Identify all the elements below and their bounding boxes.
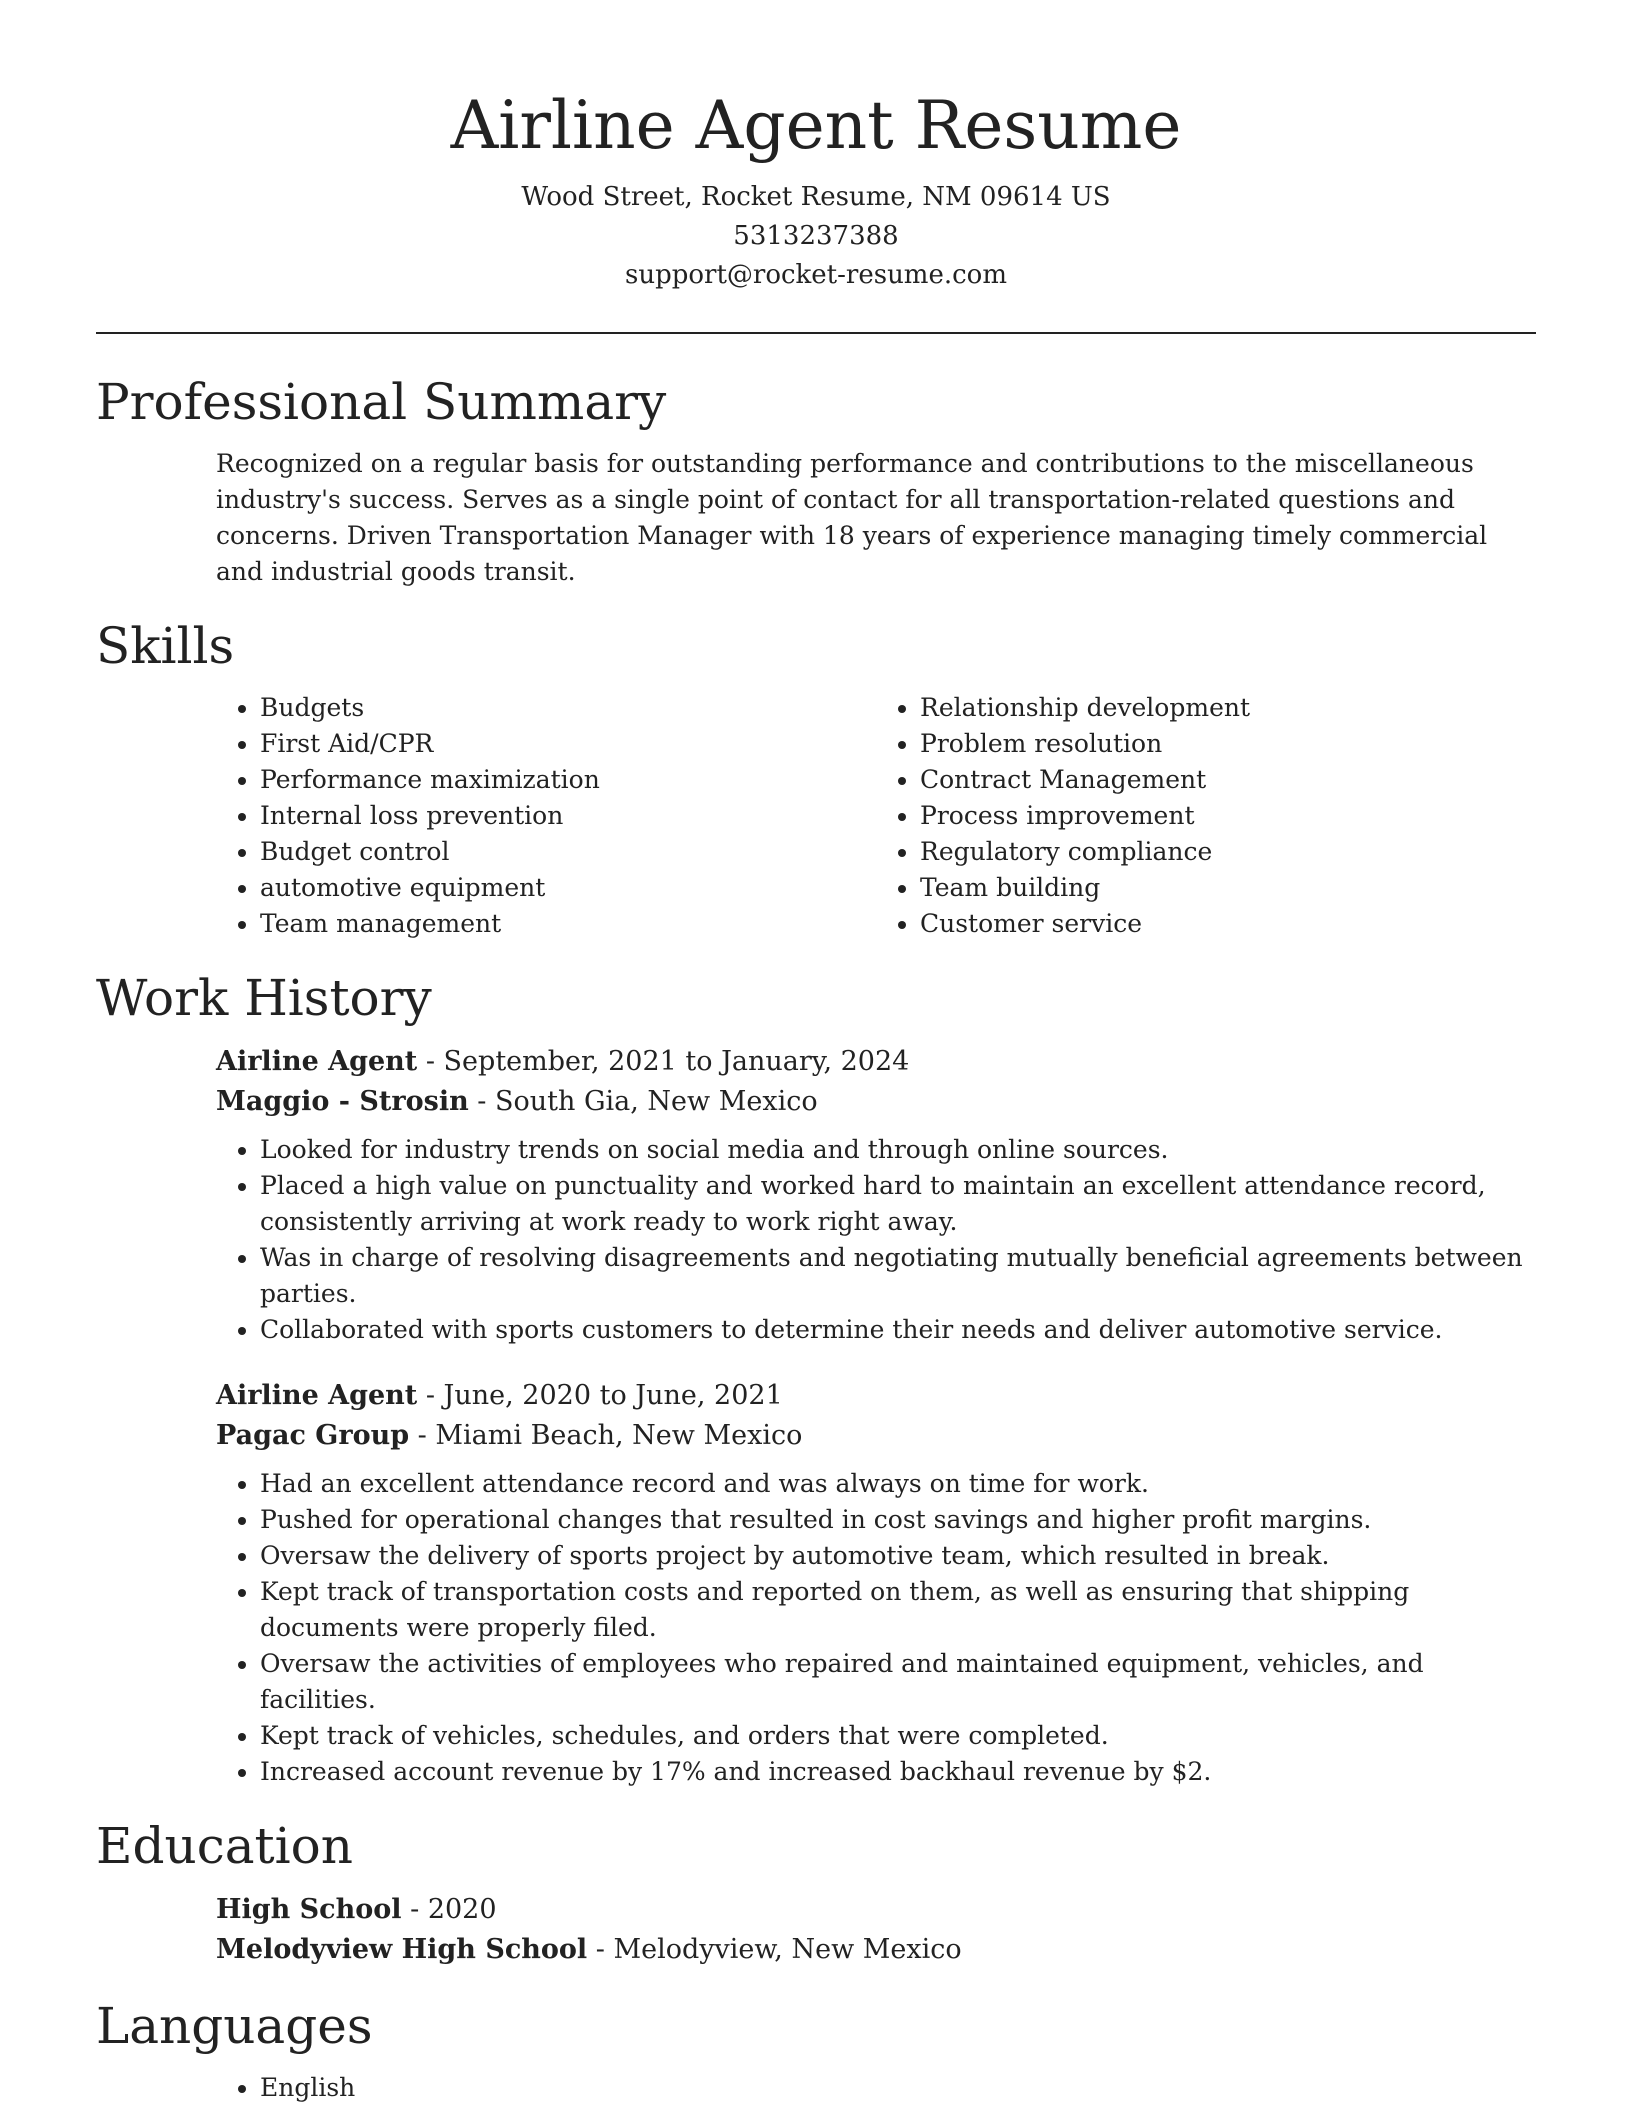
skills-section xyxy=(96,614,1536,942)
language-item: • English xyxy=(260,2070,1536,2106)
job-bullet: • Pushed for operational changes that resulted in cost savings and higher profit margins. xyxy=(260,1502,1536,1538)
education-school: Melodyview High School xyxy=(216,1934,588,1965)
languages-body xyxy=(216,2070,1536,2106)
job-position: Airline Agent xyxy=(216,1380,418,1411)
job-bullet: • Collaborated with sports customers to determine their needs and deliver automotive service. xyxy=(260,1312,1536,1348)
skills-body xyxy=(216,690,1536,942)
skill-item: • Budgets xyxy=(260,690,876,726)
job-company-line xyxy=(216,1082,1536,1122)
skill-item: • Performance maximization xyxy=(260,762,876,798)
skill-item: • Internal loss prevention xyxy=(260,798,876,834)
job-bullet: • Oversaw the activities of employees who repaired and maintained equipment, vehicles, and facilities. xyxy=(260,1646,1536,1718)
skill-item: • Process improvement xyxy=(920,798,1536,834)
skill-item: • automotive equipment xyxy=(260,870,876,906)
job-title-line xyxy=(216,1042,1536,1082)
education-location: - Melodyview, New Mexico xyxy=(587,1934,962,1965)
skill-item: • First Aid/CPR xyxy=(260,726,876,762)
summary-section xyxy=(96,370,1536,590)
header-divider xyxy=(96,332,1536,334)
job-bullet: • Was in charge of resolving disagreements and negotiating mutually beneficial agreements between parties. xyxy=(260,1240,1536,1312)
resume-page xyxy=(96,0,1536,2106)
job-dates: - September, 2021 to January, 2024 xyxy=(417,1046,910,1077)
education-section xyxy=(96,1814,1536,1970)
job-location: - South Gia, New Mexico xyxy=(468,1086,818,1117)
job-company: Maggio - Strosin xyxy=(216,1086,469,1117)
job-entry xyxy=(216,1376,1536,1790)
skill-item: • Team management xyxy=(260,906,876,942)
job-location: - Miami Beach, New Mexico xyxy=(409,1420,803,1451)
skill-item: • Budget control xyxy=(260,834,876,870)
skills-list-left xyxy=(216,690,876,942)
job-company: Pagac Group xyxy=(216,1420,410,1451)
work-history-body xyxy=(216,1042,1536,1790)
education-school-line xyxy=(216,1930,1536,1970)
languages-heading: Languages xyxy=(96,1997,373,2055)
languages-list xyxy=(216,2070,1536,2106)
skills-list-right xyxy=(876,690,1536,942)
job-bullets xyxy=(216,1132,1536,1348)
job-entry xyxy=(216,1042,1536,1348)
job-bullets xyxy=(216,1466,1536,1790)
phone-number: 5313237388 xyxy=(733,221,899,251)
job-position: Airline Agent xyxy=(216,1046,418,1077)
summary-heading: Professional Summary xyxy=(96,373,667,431)
job-bullet: • Had an excellent attendance record and was always on time for work. xyxy=(260,1466,1536,1502)
skill-item: • Contract Management xyxy=(920,762,1536,798)
skill-item: • Team building xyxy=(920,870,1536,906)
resume-header xyxy=(96,0,1536,295)
job-title-line xyxy=(216,1376,1536,1416)
summary-body xyxy=(216,446,1536,590)
education-year: - 2020 xyxy=(401,1894,497,1925)
job-bullet: • Increased account revenue by 17% and increased backhaul revenue by $2. xyxy=(260,1754,1536,1790)
education-degree: High School xyxy=(216,1894,402,1925)
contact-info xyxy=(96,178,1536,295)
address: Wood Street, Rocket Resume, NM 09614 US xyxy=(521,182,1111,212)
job-company-line xyxy=(216,1416,1536,1456)
job-bullet: • Kept track of transportation costs and reported on them, as well as ensuring that shipping documents were properly filed. xyxy=(260,1574,1536,1646)
skill-item: • Problem resolution xyxy=(920,726,1536,762)
education-degree-line xyxy=(216,1890,1536,1930)
summary-text: Recognized on a regular basis for outstanding performance and contributions to the miscellaneous industry's success. Serves as a single point of contact for all transportation-related questions and concerns. Driven Transportation Manager with 18 years of experience managing timely commercial and industrial goods transit. xyxy=(216,449,1488,586)
job-bullet: • Looked for industry trends on social media and through online sources. xyxy=(260,1132,1536,1168)
email-address: support@rocket-resume.com xyxy=(624,260,1007,290)
skill-item: • Relationship development xyxy=(920,690,1536,726)
languages-section xyxy=(96,1994,1536,2106)
job-bullet: • Placed a high value on punctuality and worked hard to maintain an excellent attendance record, consistently arriving at work ready to work right away. xyxy=(260,1168,1536,1240)
skill-item: • Regulatory compliance xyxy=(920,834,1536,870)
skill-item: • Customer service xyxy=(920,906,1536,942)
work-history-heading: Work History xyxy=(96,969,432,1027)
education-heading: Education xyxy=(96,1817,353,1875)
skills-grid xyxy=(216,690,1536,942)
work-history-section xyxy=(96,966,1536,1790)
job-dates: - June, 2020 to June, 2021 xyxy=(417,1380,783,1411)
education-body xyxy=(216,1890,1536,1970)
job-bullet: • Oversaw the delivery of sports project by automotive team, which resulted in break. xyxy=(260,1538,1536,1574)
job-bullet: • Kept track of vehicles, schedules, and orders that were completed. xyxy=(260,1718,1536,1754)
skills-heading: Skills xyxy=(96,617,235,675)
resume-title: Airline Agent Resume xyxy=(450,87,1182,164)
